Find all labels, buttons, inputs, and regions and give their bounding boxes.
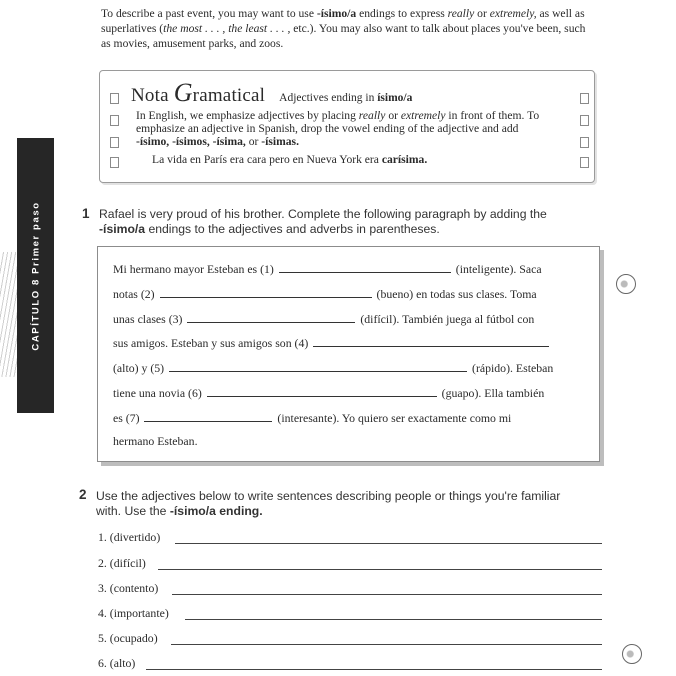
binder-notch-icon [580,157,589,168]
answer-blank-6[interactable] [207,386,437,397]
paragraph-text: es (7) [113,411,143,425]
paragraph-text: tiene una novia (6) [113,386,205,400]
binder-notch-icon [110,93,119,104]
nota-example [152,153,427,166]
paragraph-text: hermano Esteban. [113,434,198,448]
audio-icon[interactable] [616,274,636,294]
nota-heading [131,78,412,108]
nota-subtitle-bold: ísimo/a [377,92,413,104]
chapter-tab-label: CAPÍTULO 8 Primer paso [30,200,41,351]
intro-emphasis: the most . . . , the least . . . , [163,22,291,35]
answer-line-2[interactable] [158,569,602,570]
list-item: 6. (alto) [98,656,136,670]
nota-title-part: Nota [131,85,174,106]
list-item: 5. (ocupado) [98,631,158,645]
nota-title-initial: G [173,78,193,107]
binder-notch-icon [580,137,589,148]
nota-body-text: or [245,135,262,148]
intro-bold: -ísimo/a [316,7,357,20]
paragraph-line [113,287,537,302]
exercise-1-paragraph-box [97,246,600,462]
nota-body-emphasis: extremely [400,109,446,122]
paragraph-text: Mi hermano mayor Esteban es (1) [113,262,277,276]
intro-emphasis: extremely, [489,7,537,20]
audio-icon[interactable] [622,644,642,664]
paragraph-line [113,361,553,376]
exercise-2-instructions [96,489,581,519]
answer-line-3[interactable] [172,594,602,595]
nota-example-text: La vida en París era cara pero en Nueva York era [152,153,382,166]
paragraph-text: sus amigos. Esteban y sus amigos son (4) [113,336,312,350]
intro-text: etc.). You may also want to talk about places you've been, such as movies, amusement parks, and zoos. [101,22,586,50]
nota-body-bold: -ísimas. [261,135,299,148]
exercise-1-instructions [99,207,579,237]
exercise-1-instructions-bold: -ísimo/a [99,222,146,236]
list-item: 1. (divertido) [98,530,161,544]
exercise-1-number: 1 [82,206,90,221]
exercise-2-instructions-bold: -ísimo/a ending. [169,504,263,518]
nota-body-emphasis: really [358,109,386,122]
chapter-side-tab [17,138,54,413]
paragraph-text: (guapo). Ella también [438,386,545,400]
answer-blank-5[interactable] [169,361,467,372]
exercise-2-instructions-text: Use the adjectives below to write sentences describing people or things you're familiar with. Use the [96,489,561,518]
answer-blank-7[interactable] [144,411,272,422]
intro-paragraph [101,6,591,51]
intro-text: To describe a past event, you may want to use [101,7,317,20]
answer-blank-3[interactable] [187,312,355,323]
paragraph-text: (difícil). También juega al fútbol con [357,312,535,326]
paragraph-line [113,386,544,401]
paragraph-text: notas (2) [113,287,158,301]
answer-blank-1[interactable] [279,262,451,273]
paragraph-line [113,262,542,277]
nota-body-bold: -ísimo, -ísimos, -ísima, [136,135,246,148]
exercise-1-instructions-text: endings to the adjectives and adverbs in parentheses. [145,222,440,236]
nota-title-part: ramatical [192,85,266,106]
nota-body-text: In English, we emphasize adjectives by placing [136,109,359,122]
answer-line-5[interactable] [171,644,602,645]
answer-line-6[interactable] [146,669,602,670]
intro-text: endings to express [356,7,448,20]
nota-body-text: or [385,109,401,122]
paragraph-line [113,411,511,426]
nota-title [131,78,266,107]
exercise-2-number: 2 [79,487,87,502]
paragraph-line [113,336,551,351]
intro-emphasis: really [447,7,475,20]
exercise-1-instructions-text: Rafael is very proud of his brother. Complete the following paragraph by adding the [99,207,547,221]
nota-body [136,109,546,148]
binder-notch-icon [110,137,119,148]
nota-body-text: in front of them. To emphasize an adjective in Spanish, drop the vowel ending of the adjective and add [136,109,540,135]
paragraph-text: (interesante). Yo quiero ser exactamente como mi [274,411,512,425]
paragraph-text: (rápido). Esteban [469,361,554,375]
paragraph-line [113,434,198,449]
answer-line-4[interactable] [185,619,602,620]
page-edge-shading [0,252,18,377]
answer-line-1[interactable] [175,543,602,544]
paragraph-text: (inteligente). Saca [452,262,542,276]
paragraph-text: (bueno) en todas sus clases. Toma [373,287,537,301]
answer-blank-4[interactable] [313,336,549,347]
paragraph-text: (alto) y (5) [113,361,168,375]
nota-subtitle [279,92,412,104]
binder-notch-icon [110,115,119,126]
binder-notch-icon [110,157,119,168]
paragraph-text: unas clases (3) [113,312,186,326]
binder-notch-icon [580,115,589,126]
intro-text: as well as superlatives ( [101,7,585,35]
nota-example-bold: carísima. [381,153,428,166]
list-item: 3. (contento) [98,581,159,595]
nota-subtitle-text: Adjectives ending in [279,92,378,104]
list-item: 4. (importante) [98,606,169,620]
intro-text: or [474,7,490,20]
list-item: 2. (difícil) [98,556,146,570]
answer-blank-2[interactable] [160,287,372,298]
binder-notch-icon [580,93,589,104]
paragraph-line [113,312,534,327]
